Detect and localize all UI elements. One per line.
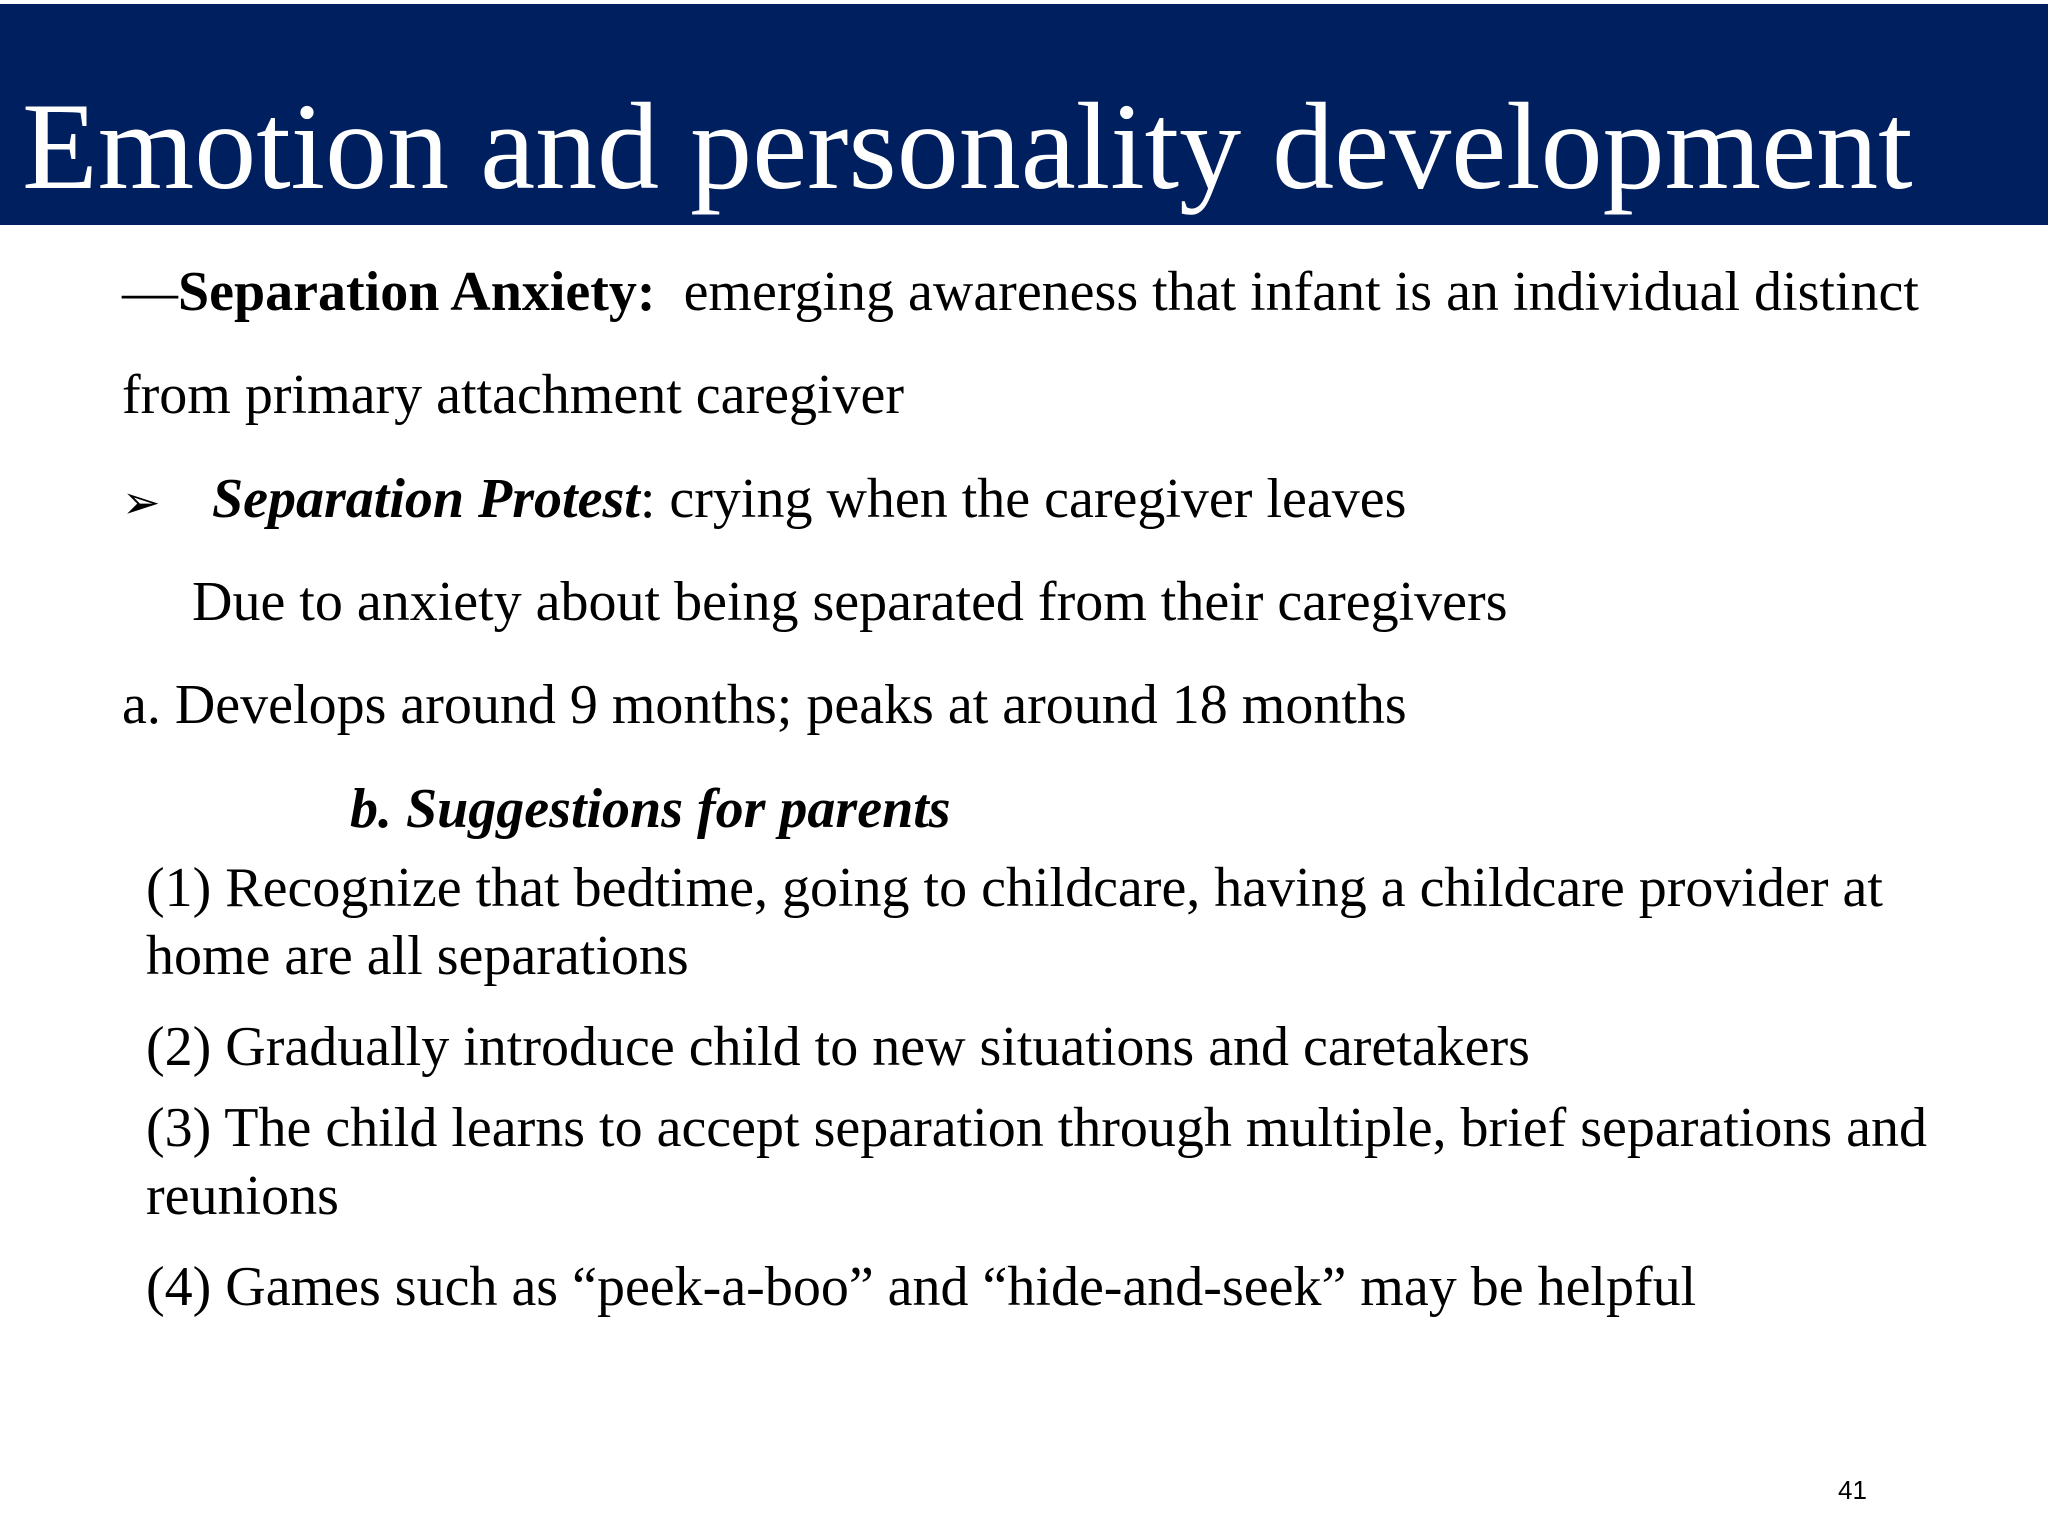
- separation-anxiety-line: [122, 260, 1919, 324]
- suggestion-item-4: (4) Games such as “peek-a-boo” and “hide-and-seek” may be helpful: [146, 1256, 1697, 1318]
- development-timing: a. Develops around 9 months; peaks at around 18 months: [122, 674, 1407, 736]
- slide-title: Emotion and personality development: [22, 78, 1913, 215]
- title-bar: [0, 4, 2048, 225]
- separation-protest-line: [212, 467, 1406, 531]
- suggestion-item-3-continuation: reunions: [146, 1165, 339, 1227]
- suggestion-item-1-continuation: home are all separations: [146, 925, 689, 987]
- separation-protest-term: Separation Protest: [212, 468, 640, 530]
- suggestion-item-2: (2) Gradually introduce child to new situations and caretakers: [146, 1016, 1530, 1078]
- arrowhead-bullet-icon: ➢: [122, 475, 161, 529]
- suggestion-item-3: (3) The child learns to accept separation through multiple, brief separations and: [146, 1097, 1928, 1159]
- suggestion-item-1: (1) Recognize that bedtime, going to childcare, having a childcare provider at: [146, 857, 1883, 919]
- separation-anxiety-continuation: from primary attachment caregiver: [122, 364, 905, 426]
- suggestions-heading: b. Suggestions for parents: [350, 778, 951, 840]
- em-dash: —: [122, 261, 178, 323]
- separation-anxiety-definition: emerging awareness that infant is an individual distinct: [655, 261, 1919, 323]
- separation-protest-definition: : crying when the caregiver leaves: [639, 468, 1407, 530]
- slide-number: 41: [1838, 1475, 1867, 1505]
- separation-anxiety-term: Separation Anxiety:: [178, 261, 656, 323]
- separation-protest-reason: Due to anxiety about being separated from their caregivers: [192, 571, 1508, 633]
